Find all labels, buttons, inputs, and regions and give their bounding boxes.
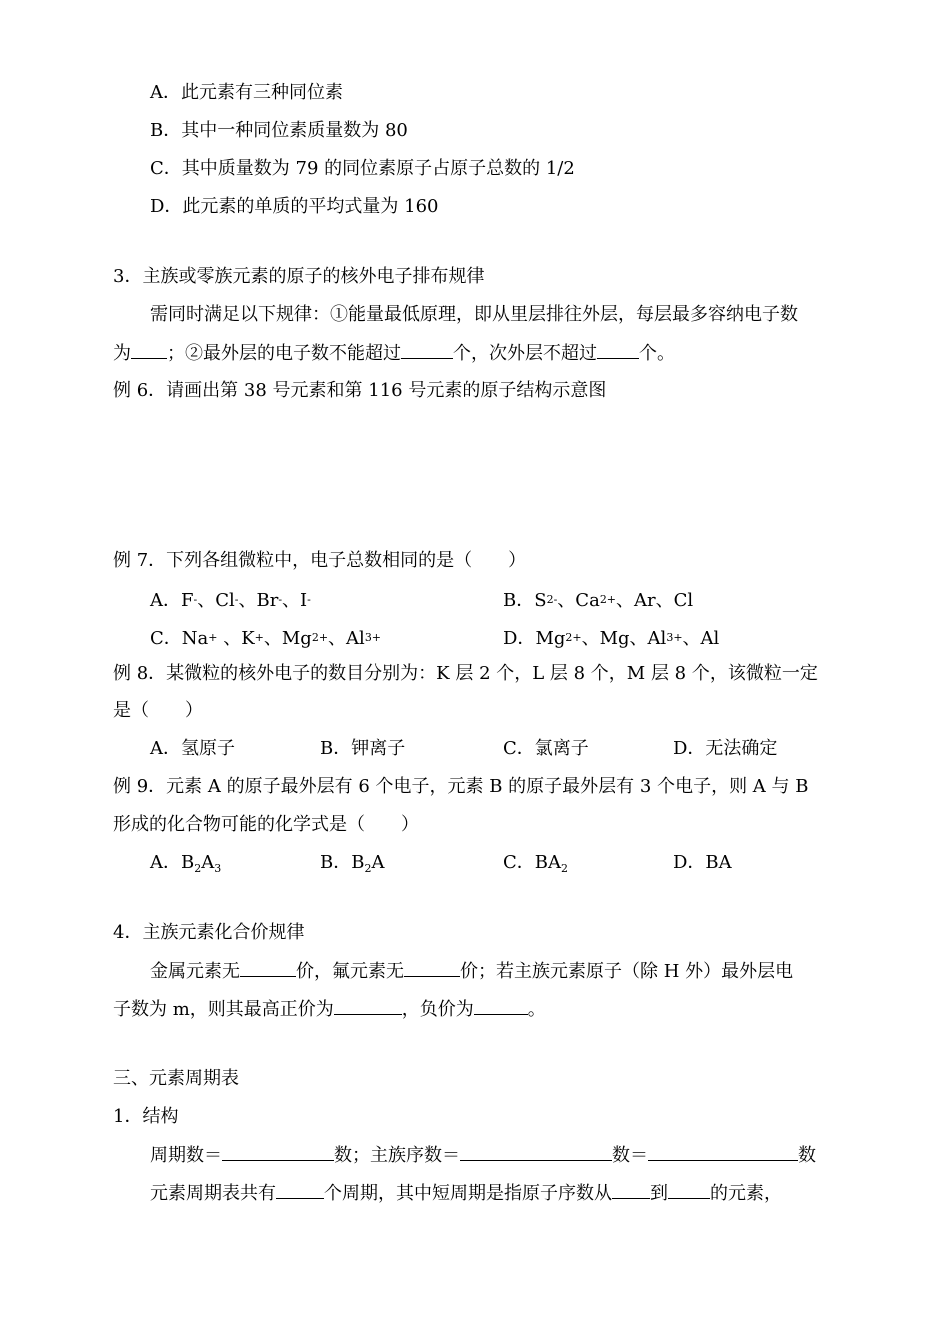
label: D． [503,628,536,649]
charge: + [254,631,264,644]
example-7-option-d [503,627,719,650]
text: 的元素， [710,1183,782,1204]
charge: - [193,593,198,606]
charge: - [234,593,239,606]
charge: 2- [546,593,558,606]
charge: - [307,593,311,606]
text: Na [181,628,209,649]
subscript: 3 [214,862,222,875]
text: 为 [113,343,131,364]
text: 数；主族序数＝ [334,1145,460,1166]
text: 周期数＝ [150,1145,222,1166]
charge: 2+ [311,631,329,644]
example-9-option-b [320,852,384,880]
text: ，负价为 [401,999,474,1020]
label: C．BA [503,852,561,873]
example-6: 例 6．请画出第 38 号元素和第 116 号元素的原子结构示意图 [113,380,607,401]
example-9-option-a [150,852,221,880]
text: 数＝ [612,1145,648,1166]
answer-blank[interactable] [240,960,296,977]
text: 。 [527,999,546,1020]
label: C． [150,628,182,649]
example-7-option-c [150,627,381,650]
section-3-para-1: 需同时满足以下规律：①能量最低原理，即从里层排往外层，每层最多容纳电子数 [150,304,798,325]
label: A．B [150,852,195,873]
text: 到 [650,1183,668,1204]
answer-blank[interactable] [474,998,528,1015]
answer-blank[interactable] [460,1144,612,1161]
example-7-stem: 例 7．下列各组微粒中，电子总数相同的是（ ） [113,550,527,571]
text: 、I [282,590,308,611]
example-8-option-b: B．钾离子 [320,738,406,759]
example-9-stem-1: 例 9．元素 A 的原子最外层有 6 个电子，元素 B 的原子最外层有 3 个电子，则 A 与 B [113,776,809,797]
section-4-para-1 [150,960,793,983]
text: 子数为 m，则其最高正价为 [113,999,334,1020]
example-7-option-b [503,589,693,612]
section-3-para-2 [113,342,675,365]
option-c: C．其中质量数为 79 的同位素原子占原子总数的 1/2 [150,158,575,179]
option-a: A．此元素有三种同位素 [150,82,343,103]
text: 金属元素无 [150,961,240,982]
example-8-option-c: C．氯离子 [503,738,589,759]
charge: + [208,631,218,644]
answer-blank[interactable] [597,342,639,359]
section-4-title: 4．主族元素化合价规律 [113,922,305,943]
text: A [371,852,385,873]
charge: 2+ [599,593,617,606]
label: B．B [320,852,365,873]
example-8-stem-1: 例 8．某微粒的核外电子的数目分别为：K 层 2 个，L 层 8 个，M 层 8 个，该微粒一定 [113,663,818,684]
text: 元素周期表共有 [150,1183,276,1204]
answer-blank[interactable] [334,998,402,1015]
text: 个。 [639,343,675,364]
text: 个周期，其中短周期是指原子序数从 [324,1183,612,1204]
answer-blank[interactable] [668,1182,710,1199]
text: 、Mg [263,628,312,649]
text: 、K [217,628,255,649]
text: A [201,852,215,873]
part-3-sub-1: 1．结构 [113,1106,179,1127]
answer-blank[interactable] [276,1182,324,1199]
part-3-title: 三、元素周期表 [113,1068,239,1089]
text: 、Al [682,628,720,649]
answer-blank[interactable] [648,1144,798,1161]
text: Mg [535,628,566,649]
part-3-line-2 [150,1182,782,1205]
example-8-option-a: A．氢原子 [150,738,235,759]
answer-blank[interactable] [404,960,460,977]
text: ；②最外层的电子数不能超过 [167,343,401,364]
label: B． [503,590,535,611]
part-3-line-1 [150,1144,816,1167]
charge: 3+ [666,631,683,644]
text: 、Ar、Cl [616,590,694,611]
example-9-option-d: D．BA [673,852,732,873]
example-9-option-c [503,852,568,880]
text: S [534,590,547,611]
text: 、Br [238,590,279,611]
example-8-stem-2: 是（ ） [113,700,203,721]
section-3-title: 3．主族或零族元素的原子的核外电子排布规律 [113,266,485,287]
option-b: B．其中一种同位素质量数为 80 [150,120,408,141]
text: 、Cl [197,590,235,611]
text: 价；若主族元素原子（除 H 外）最外层电 [460,961,794,982]
option-d: D．此元素的单质的平均式量为 160 [150,196,439,217]
example-7-option-a [150,589,311,612]
charge: 3+ [364,631,382,644]
text: 个，次外层不超过 [453,343,597,364]
text: 数 [798,1145,816,1166]
subscript: 2 [561,862,568,875]
answer-blank[interactable] [612,1182,650,1199]
subscript: 2 [194,862,202,875]
text: F [181,590,194,611]
answer-blank[interactable] [222,1144,334,1161]
example-9-stem-2: 形成的化合物可能的化学式是（ ） [113,814,419,835]
section-4-para-2 [113,998,546,1021]
text: 、Al [328,628,365,649]
charge: - [278,593,283,606]
text: 、Mg、Al [581,628,667,649]
charge: 2+ [565,631,582,644]
answer-blank[interactable] [401,342,453,359]
answer-blank[interactable] [131,342,167,359]
example-8-option-d: D．无法确定 [673,738,778,759]
subscript: 2 [364,862,372,875]
label: A． [150,590,181,611]
text: 、Ca [557,590,600,611]
text: 价，氟元素无 [296,961,404,982]
